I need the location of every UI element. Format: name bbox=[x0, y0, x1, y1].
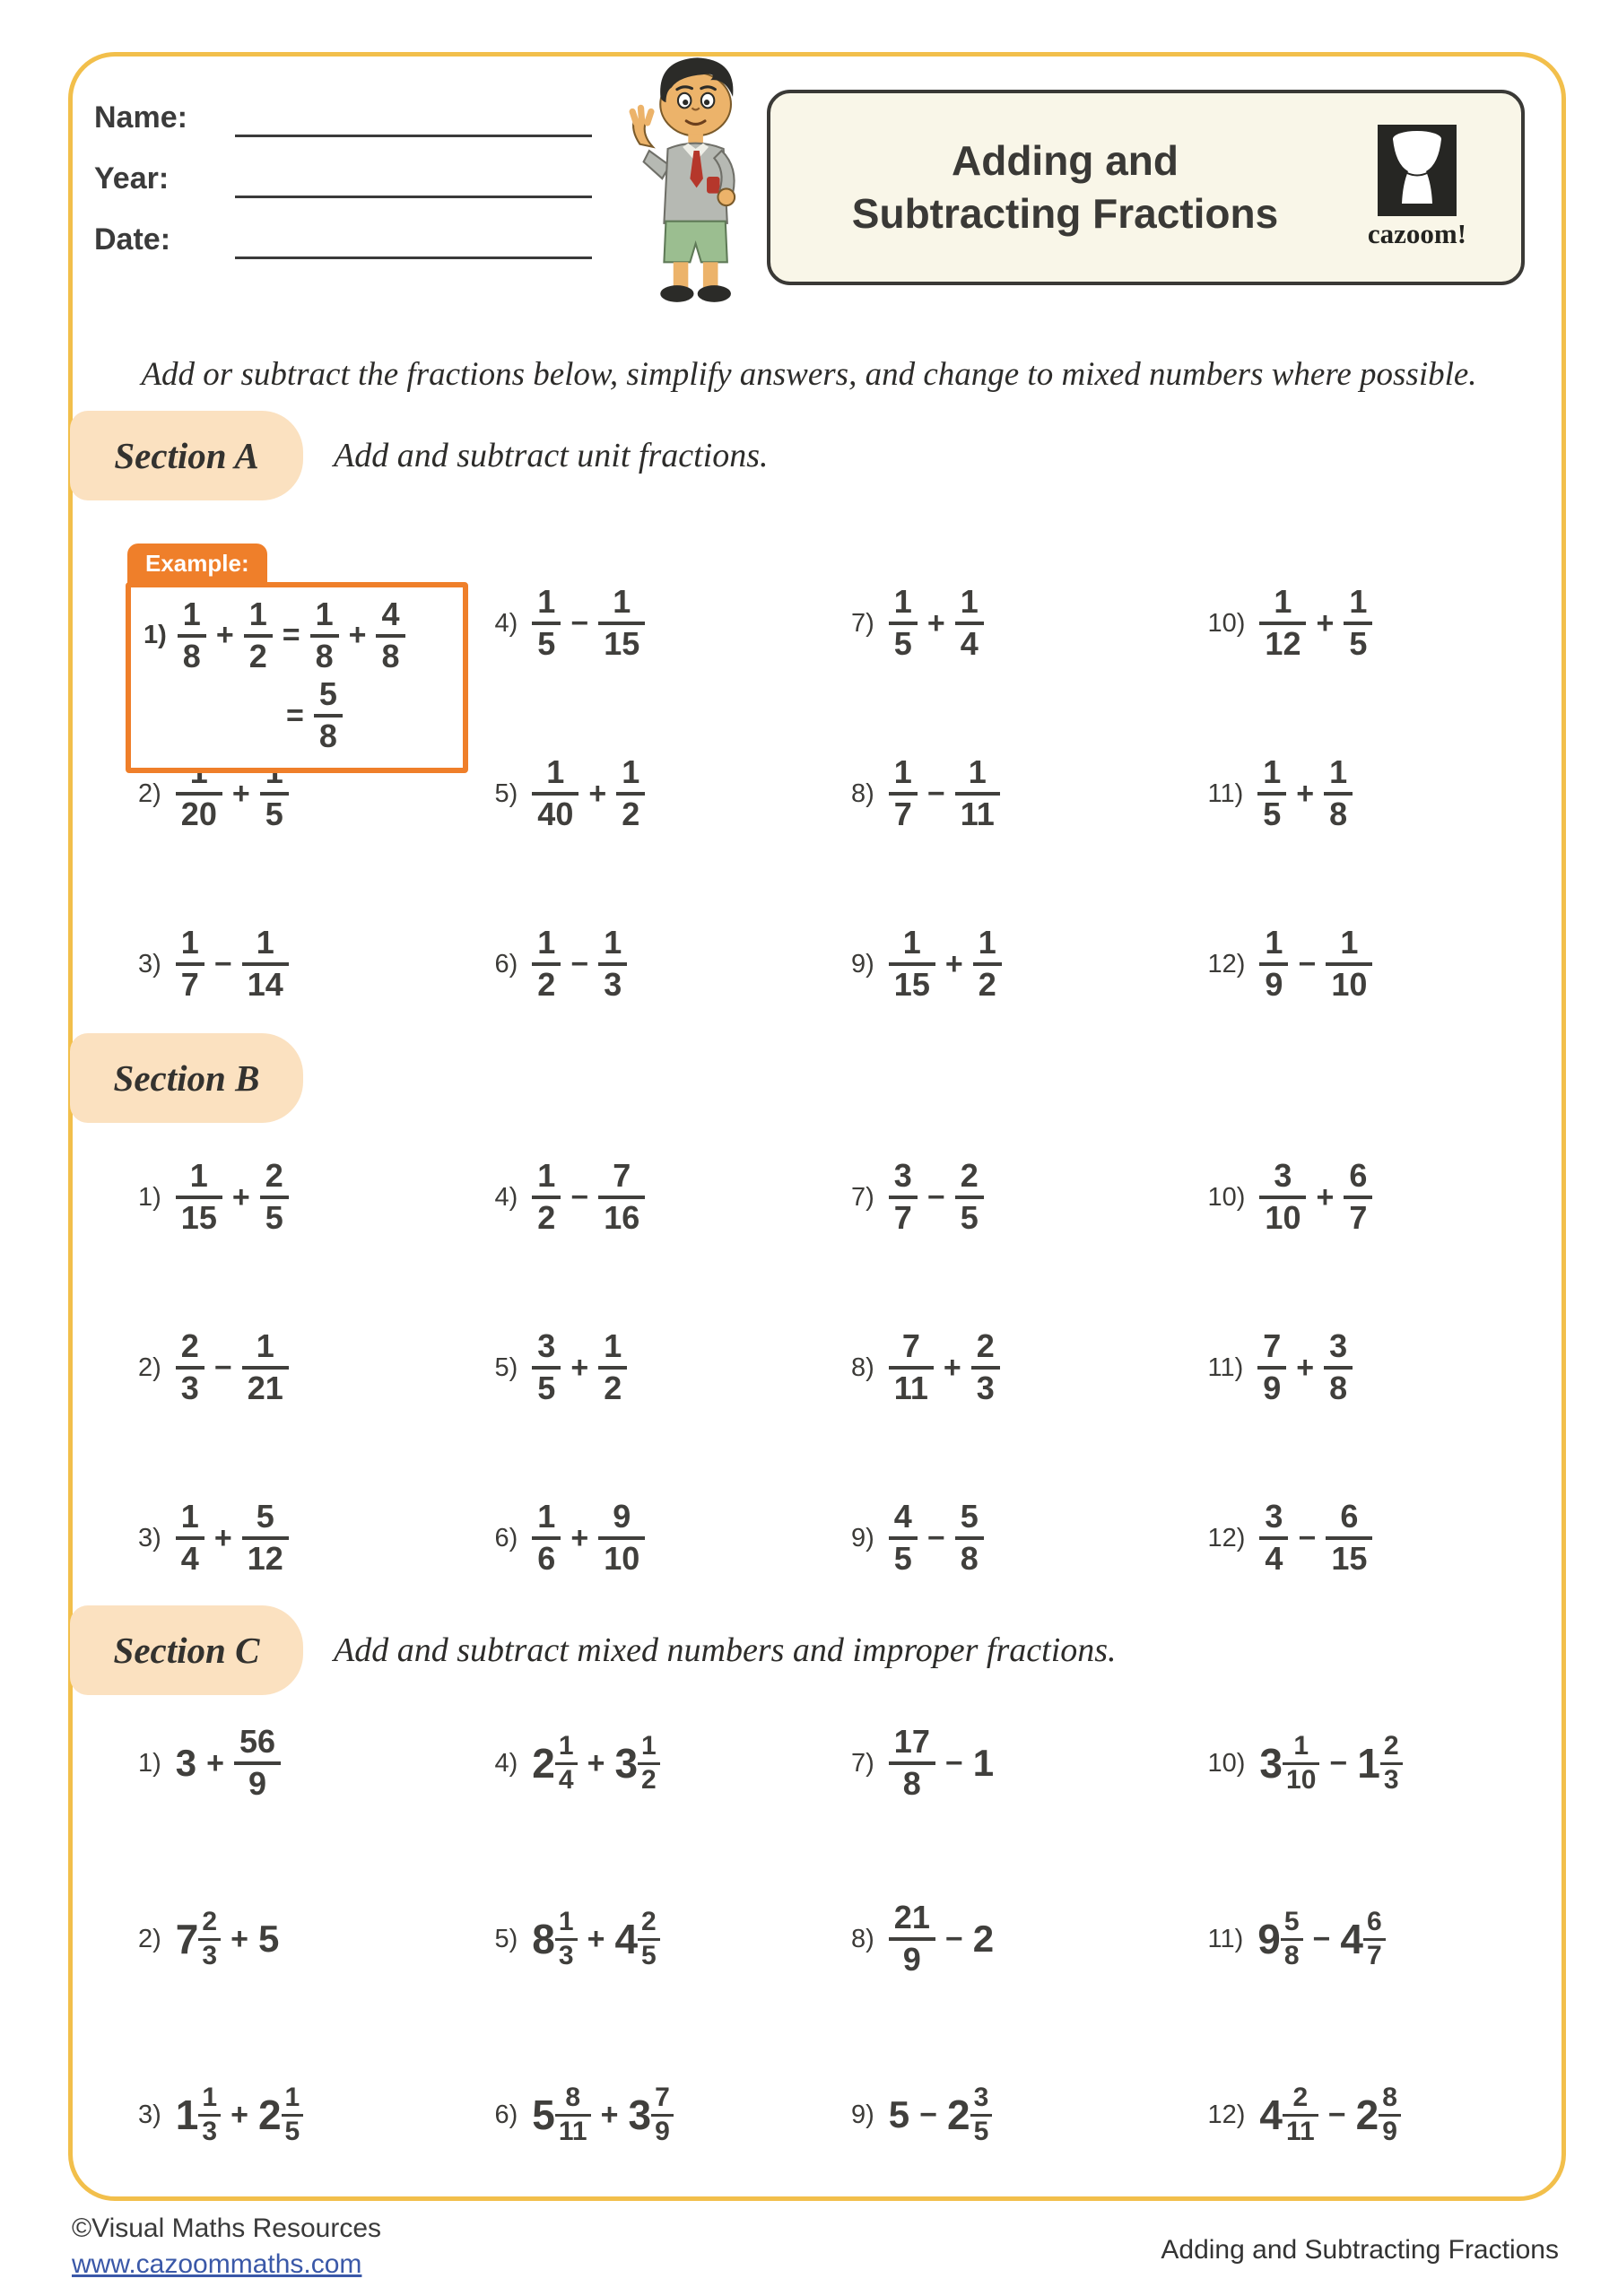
problem-number: 10) bbox=[1207, 1182, 1246, 1212]
problem-number: 10) bbox=[1207, 1748, 1246, 1778]
problem-number: 4) bbox=[494, 1748, 518, 1778]
problem-expression: $\frac{1}{5}$ + $\frac{1}{8}$ bbox=[1257, 756, 1353, 831]
footer-copyright: ©Visual Maths Resources bbox=[72, 2213, 382, 2243]
problem bbox=[839, 1283, 1196, 1453]
problem-expression: 7 $\frac{2}{3}$ + 5 bbox=[175, 1906, 280, 1970]
logo-wordmark: cazoom! bbox=[1367, 218, 1467, 249]
problem bbox=[1196, 2027, 1553, 2203]
problem-expression: $\frac{1}{5}$ − $\frac{1}{15}$ bbox=[532, 586, 645, 660]
problem-expression: $\frac{2}{3}$ − $\frac{1}{21}$ bbox=[176, 1330, 289, 1405]
problem-expression: $\frac{1}{9}$ − $\frac{1}{10}$ bbox=[1259, 926, 1372, 1001]
date-input-line[interactable] bbox=[235, 257, 592, 259]
problem-expression: $\frac{1}{7}$ − $\frac{1}{14}$ bbox=[176, 926, 289, 1001]
problem bbox=[1196, 1453, 1553, 1623]
problem-expression: $\frac{4}{5}$ − $\frac{5}{8}$ bbox=[889, 1500, 984, 1575]
problem-number: 1) bbox=[138, 1182, 161, 1212]
problem-expression: $\frac{1}{2}$ − $\frac{1}{3}$ bbox=[532, 926, 627, 1001]
problem-expression: $\frac{1}{6}$ + $\frac{9}{10}$ bbox=[532, 1500, 645, 1575]
problem-number: 3) bbox=[138, 1523, 161, 1552]
problem bbox=[483, 2027, 839, 2203]
problem-number: 8) bbox=[851, 778, 874, 808]
problem-number: 11) bbox=[1207, 778, 1244, 808]
problem-expression: $\frac{1}{7}$ − $\frac{1}{11}$ bbox=[889, 756, 1000, 831]
problem bbox=[483, 1675, 839, 1851]
problem-expression: 9 $\frac{5}{8}$ − 4 $\frac{6}{7}$ bbox=[1257, 1909, 1385, 1970]
problem-number: 9) bbox=[851, 949, 874, 978]
name-input-line[interactable] bbox=[235, 135, 592, 137]
example-body bbox=[126, 582, 468, 773]
problem-number: 8) bbox=[851, 1352, 874, 1382]
problem-number: 1) bbox=[138, 1748, 161, 1778]
problem-number: 5) bbox=[494, 778, 518, 808]
problem-number: 5) bbox=[494, 1352, 518, 1382]
problem-expression: $\frac{1}{15}$ + $\frac{2}{5}$ bbox=[176, 1160, 289, 1234]
problem-number: 7) bbox=[851, 608, 874, 638]
problem-number: 8) bbox=[851, 1924, 874, 1953]
section-b-header: Section B bbox=[70, 1033, 303, 1123]
problem bbox=[839, 538, 1196, 709]
problem-expression: $\frac{1}{15}$ + $\frac{1}{2}$ bbox=[889, 926, 1002, 1001]
problem-expression: 3 + $\frac{56}{9}$ bbox=[176, 1726, 281, 1800]
problem bbox=[126, 879, 483, 1049]
problem-expression: $\frac{1}{5}$ + $\frac{1}{4}$ bbox=[889, 586, 984, 660]
problem bbox=[483, 1851, 839, 2027]
name-label: Name: bbox=[94, 100, 187, 135]
problem-number: 6) bbox=[494, 2100, 518, 2129]
problem-expression: 20 + 5 bbox=[176, 756, 289, 831]
problem-number: 2) bbox=[138, 778, 161, 808]
problem bbox=[839, 709, 1196, 879]
year-input-line[interactable] bbox=[235, 196, 592, 198]
problem bbox=[483, 1283, 839, 1453]
student-illustration bbox=[610, 47, 776, 307]
problem-number: 12) bbox=[1207, 949, 1246, 978]
problem bbox=[483, 538, 839, 709]
problem-number: 7) bbox=[851, 1182, 874, 1212]
problem bbox=[1196, 1675, 1553, 1851]
problem-expression: $\frac{3}{4}$ − $\frac{6}{15}$ bbox=[1259, 1500, 1372, 1575]
problem-number: 6) bbox=[494, 949, 518, 978]
problem bbox=[483, 1453, 839, 1623]
section-c-problems bbox=[126, 1675, 1552, 2203]
problem bbox=[839, 1851, 1196, 2027]
problem bbox=[126, 1675, 483, 1851]
problem-expression: $\frac{1}{12}$ + $\frac{1}{5}$ bbox=[1259, 586, 1372, 660]
problem bbox=[839, 879, 1196, 1049]
problem-number: 7) bbox=[851, 1748, 874, 1778]
problem bbox=[1196, 1112, 1553, 1283]
page-title: Adding and Subtracting Fractions bbox=[851, 137, 1279, 237]
problem-expression: 5 $\frac{8}{11}$ + 3 $\frac{7}{9}$ bbox=[532, 2084, 673, 2145]
problem bbox=[839, 1453, 1196, 1623]
problem-number: 11) bbox=[1207, 1924, 1244, 1953]
problem bbox=[1196, 538, 1553, 709]
problem bbox=[126, 1851, 483, 2027]
problem-expression: $\frac{17}{8}$ − 1 bbox=[889, 1726, 994, 1800]
problem-number: 12) bbox=[1207, 2100, 1246, 2129]
problem bbox=[483, 1112, 839, 1283]
section-a-description: Add and subtract unit fractions. bbox=[334, 437, 769, 474]
problem-number: 12) bbox=[1207, 1523, 1246, 1552]
problem-expression: $\frac{1}{4}$ + $\frac{5}{12}$ bbox=[176, 1500, 289, 1575]
problem bbox=[1196, 1851, 1553, 2027]
problem-number: 11) bbox=[1207, 1352, 1244, 1382]
problem-expression: $\frac{1}{40}$ + $\frac{1}{2}$ bbox=[532, 756, 645, 831]
problem bbox=[126, 1112, 483, 1283]
problem-number: 2) bbox=[138, 1352, 161, 1382]
problem bbox=[839, 2027, 1196, 2203]
section-a-header: Section A bbox=[70, 411, 303, 500]
instruction-text: Add or subtract the fractions below, simplify answers, and change to mixed numbers where possible. bbox=[141, 356, 1477, 393]
problem-expression: 5 − 2 $\frac{3}{5}$ bbox=[889, 2084, 993, 2145]
problem bbox=[126, 1453, 483, 1623]
problem-expression: $\frac{3}{7}$ − $\frac{2}{5}$ bbox=[889, 1160, 984, 1234]
footer-worksheet-title: Adding and Subtracting Fractions bbox=[1161, 2235, 1559, 2265]
problem-number: 3) bbox=[138, 2100, 161, 2129]
year-label: Year: bbox=[94, 161, 170, 196]
problem-expression: 8 $\frac{1}{3}$ + 4 $\frac{2}{5}$ bbox=[532, 1909, 659, 1970]
problem bbox=[126, 2027, 483, 2203]
problem-expression: $\frac{3}{5}$ + $\frac{1}{2}$ bbox=[532, 1330, 627, 1405]
section-c-header: Section C bbox=[70, 1605, 303, 1695]
problem-number: 1) bbox=[144, 621, 167, 650]
problem bbox=[1196, 1283, 1553, 1453]
problem-expression: $\frac{3}{10}$ + $\frac{6}{7}$ bbox=[1259, 1160, 1372, 1234]
problem-expression: 4 $\frac{2}{11}$ − 2 $\frac{8}{9}$ bbox=[1259, 2084, 1400, 2145]
problem bbox=[1196, 879, 1553, 1049]
problem-expression: $\frac{7}{11}$ + $\frac{2}{3}$ bbox=[889, 1330, 1000, 1405]
problem-number: 5) bbox=[494, 1924, 518, 1953]
problem bbox=[839, 1675, 1196, 1851]
problem bbox=[483, 879, 839, 1049]
example-line-2: = $\frac{5}{8}$ bbox=[276, 678, 450, 752]
section-b-problems bbox=[126, 1112, 1552, 1623]
drum-icon bbox=[1378, 125, 1457, 216]
problem-number: 10) bbox=[1207, 608, 1246, 638]
problem-expression: $\frac{7}{9}$ + $\frac{3}{8}$ bbox=[1257, 1330, 1353, 1405]
problem-expression: 1 $\frac{1}{3}$ + 2 $\frac{1}{5}$ bbox=[176, 2084, 303, 2145]
problem bbox=[483, 709, 839, 879]
problem-number: 2) bbox=[138, 1924, 161, 1953]
problem bbox=[1196, 709, 1553, 879]
example-line-1: 1) $\frac{1}{8}$ + $\frac{1}{2}$ = $\frac{1}{8}$ + $\frac{4}{8}$ bbox=[144, 598, 450, 673]
problem bbox=[839, 1112, 1196, 1283]
problem-number: 4) bbox=[494, 608, 518, 638]
footer-link[interactable]: www.cazoommaths.com bbox=[72, 2249, 362, 2279]
problem-number: 9) bbox=[851, 1523, 874, 1552]
problem-expression: 2 $\frac{1}{4}$ + 3 $\frac{1}{2}$ bbox=[532, 1733, 659, 1794]
problem bbox=[126, 1283, 483, 1453]
problem-number: 9) bbox=[851, 2100, 874, 2129]
example-tab: Example: bbox=[127, 544, 267, 586]
section-c-description: Add and subtract mixed numbers and improper fractions. bbox=[334, 1631, 1117, 1669]
problem-number: 6) bbox=[494, 1523, 518, 1552]
problem-expression: $\frac{1}{2}$ − $\frac{7}{16}$ bbox=[532, 1160, 645, 1234]
date-label: Date: bbox=[94, 222, 171, 257]
title-box bbox=[767, 90, 1525, 285]
problem-number: 4) bbox=[494, 1182, 518, 1212]
problem-expression: $\frac{21}{9}$ − 2 bbox=[889, 1901, 994, 1976]
cazoom-logo bbox=[1336, 125, 1498, 250]
problem-number: 3) bbox=[138, 949, 161, 978]
problem-expression: 3 $\frac{1}{10}$ − 1 $\frac{2}{3}$ bbox=[1259, 1733, 1402, 1794]
